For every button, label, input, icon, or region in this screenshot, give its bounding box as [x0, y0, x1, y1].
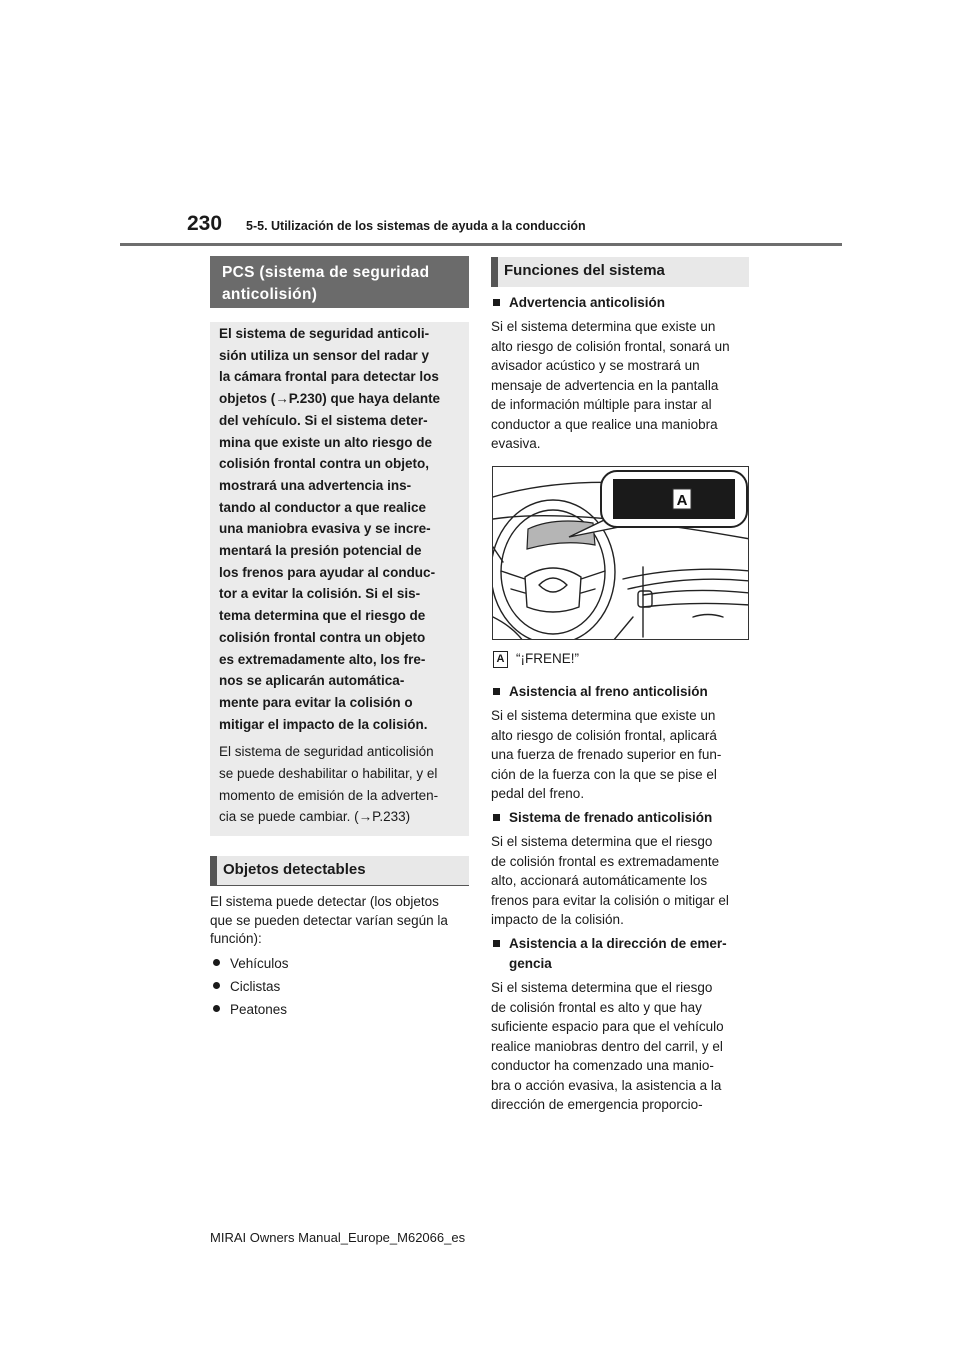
body-line: avisador acústico y se mostrará un [491, 358, 700, 373]
direccion-title [491, 935, 753, 953]
bullet-item-ciclistas [210, 978, 289, 996]
page-number: 230 [187, 212, 223, 235]
pcs-bold-line: es extremadamente alto, los fre- [219, 651, 426, 667]
pcs-bold-line: tema determina que el riesgo de [219, 608, 426, 624]
pcs-bold-text [219, 323, 459, 735]
advertencia-title [491, 294, 753, 312]
frenado-title [491, 809, 753, 827]
asistencia-freno-title-text: Asistencia al freno anticolisión [509, 684, 708, 699]
body-line: Si el sistema determina que el riesgo [491, 834, 713, 849]
advertencia-body [491, 317, 753, 454]
pcs-bold-line: tando al conductor a que realice [219, 499, 427, 515]
body-line: mensaje de advertencia en la pantalla [491, 377, 719, 393]
dashboard-illustration [492, 466, 749, 640]
frenado-title-text: Sistema de frenado anticolisión [509, 810, 713, 825]
body-line: Si el sistema determina que existe un [491, 708, 716, 723]
footer-manual-id: MIRAI Owners Manual_Europe_M62066_es [210, 1230, 466, 1245]
asistencia-freno-body [491, 706, 753, 804]
body-line: bra o acción evasiva, la asistencia a la [491, 1077, 722, 1093]
pcs-bold-line: mentará la presión potencial de [219, 543, 422, 559]
direccion-body [491, 978, 753, 1115]
bullet-dot-icon [213, 1005, 220, 1012]
section-frenado [491, 809, 753, 930]
bullet-text: Ciclistas [230, 979, 281, 994]
pcs-bold-line: colisión frontal contra un objeto [219, 629, 426, 645]
body-line: Si el sistema determina que el riesgo [491, 980, 713, 995]
pcs-section-heading [210, 256, 469, 308]
body-line: realice maniobras dentro del carril, y el [491, 1038, 723, 1054]
funciones-section-heading: Funciones del sistema [491, 257, 749, 287]
section-advertencia [491, 294, 753, 454]
pcs-normal-line: El sistema de seguridad anticolisión [219, 744, 434, 760]
body-line: frenos para evitar la colisión o mitigar el [491, 892, 729, 908]
objetos-intro-line: función): [210, 931, 262, 946]
objetos-section-heading: Objetos detectables [210, 856, 469, 886]
bullet-dot-icon [213, 982, 220, 989]
pcs-bold-line: del vehículo. Si el sistema deter- [219, 412, 428, 428]
body-line: alto riesgo de colisión frontal, aplicará [491, 727, 717, 743]
chapter-title: 5-5. Utilización de los sistemas de ayuda a la conducción [246, 219, 586, 233]
bullet-item-vehiculos [210, 955, 289, 973]
pcs-bold-line: mitigar el impacto de la colisión. [219, 716, 428, 732]
pcs-bold-line: mostrará una advertencia ins- [219, 477, 412, 493]
pcs-bold-line: una maniobra evasiva y se incre- [219, 521, 431, 537]
body-line: suficiente espacio para que el vehículo [491, 1019, 724, 1034]
advertencia-title-text: Advertencia anticolisión [509, 295, 666, 310]
pcs-bold-line: la cámara frontal para detectar los [219, 369, 439, 385]
body-line: conductor a que realice una maniobra [491, 416, 718, 432]
body-line: evasiva. [491, 436, 541, 451]
figure-callout-label: A [676, 492, 688, 509]
pcs-heading-line-1: PCS (sistema de seguridad [222, 264, 430, 281]
body-line: impacto de la colisión. [491, 912, 624, 927]
bullet-item-peatones [210, 1001, 289, 1019]
pcs-normal-line: se puede deshabilitar o habilitar, y el [219, 766, 438, 782]
frenado-body [491, 832, 753, 930]
body-line: de colisión frontal es extremadamente [491, 853, 720, 869]
body-line: alto, accionará automáticamente los [491, 873, 708, 888]
body-line: Si el sistema determina que existe un [491, 319, 716, 334]
objetos-bullet-list [210, 955, 289, 1019]
pcs-bold-line: sión utiliza un sensor del radar y [219, 347, 430, 363]
direccion-title-text: Asistencia a la dirección de emer- [509, 936, 727, 951]
body-line: dirección de emergencia proporcio- [491, 1097, 703, 1112]
body-line: de información múltiple para instar al [491, 397, 712, 412]
asistencia-freno-title [491, 683, 753, 701]
bullet-dot-icon [213, 959, 220, 966]
pcs-heading-line-2: anticolisión) [222, 286, 318, 303]
objetos-intro [210, 893, 468, 949]
bullet-text: Peatones [230, 1002, 288, 1017]
figure-caption [493, 651, 579, 668]
pcs-bold-line: los frenos para ayudar al conduc- [219, 564, 436, 580]
pcs-normal-line: momento de emisión de la adverten- [219, 787, 439, 803]
body-line: alto riesgo de colisión frontal, sonará un [491, 338, 730, 354]
body-line: pedal del freno. [491, 786, 585, 801]
square-bullet-icon [493, 688, 500, 695]
pcs-bold-line: mina que existe un alto riesgo de [219, 434, 433, 450]
body-line: conductor ha comenzado una manio- [491, 1058, 714, 1073]
objetos-intro-line: El sistema puede detectar (los objetos [210, 894, 439, 909]
pcs-bold-line: tor a evitar la colisión. Si el sis- [219, 586, 421, 602]
header-rule [120, 243, 842, 246]
section-asistencia-freno [491, 683, 753, 804]
body-line: ción de la fuerza con la que se pise el [491, 766, 717, 782]
pcs-normal-text [219, 741, 459, 828]
pcs-bold-line: mente para evitar la colisión o [219, 694, 413, 710]
objetos-intro-line: que se pueden detectar varían según la [210, 912, 448, 928]
caption-text: “¡FRENE!” [516, 651, 579, 667]
pcs-bold-line: El sistema de seguridad anticoli- [219, 326, 430, 341]
body-line: una fuerza de frenado superior en fun- [491, 747, 722, 762]
dashboard-drawing [493, 467, 749, 640]
square-bullet-icon [493, 814, 500, 821]
section-direccion-emergencia [491, 935, 753, 1115]
pcs-bold-line: objetos (→P.230) que haya delante [219, 391, 441, 407]
direccion-title-continued: gencia [509, 956, 552, 971]
pcs-bold-line: nos se aplicarán automática- [219, 673, 405, 689]
pcs-summary-box [210, 322, 469, 836]
square-bullet-icon [493, 940, 500, 947]
bullet-text: Vehículos [230, 956, 289, 971]
caption-callout-letter: A [493, 651, 508, 668]
square-bullet-icon [493, 299, 500, 306]
pcs-bold-line: colisión frontal contra un objeto, [219, 456, 430, 472]
body-line: de colisión frontal es alto y que hay [491, 999, 702, 1015]
pcs-normal-line: cia se puede cambiar. (→P.233) [219, 809, 411, 825]
